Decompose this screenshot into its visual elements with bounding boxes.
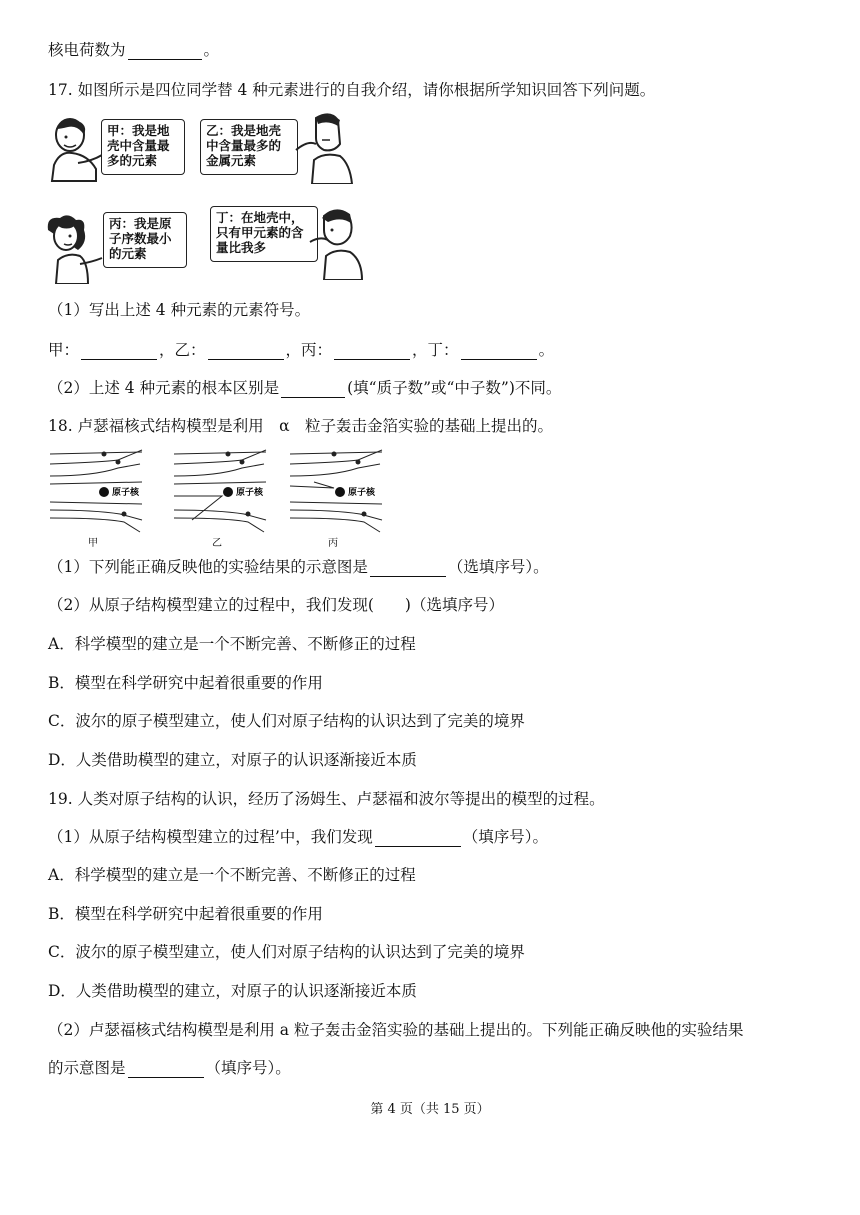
answer-blank-ding[interactable] bbox=[461, 343, 537, 360]
figure-yi bbox=[174, 450, 266, 549]
option-C: C．波尔的原子模型建立，使人们对原子结构的认识达到了完美的境界 bbox=[48, 712, 525, 730]
label-yi: ，乙： bbox=[159, 341, 206, 359]
answer-blank[interactable] bbox=[128, 1061, 204, 1078]
option-A: A．科学模型的建立是一个不断完善、不断修正的过程 bbox=[48, 866, 416, 884]
label-jia: 甲： bbox=[48, 341, 80, 359]
option-A: A．科学模型的建立是一个不断完善、不断修正的过程 bbox=[48, 635, 416, 653]
man-figure-yi bbox=[294, 110, 354, 184]
alpha-scattering-figures bbox=[44, 446, 384, 550]
question-18-2: （2）从原子结构模型建立的过程中，我们发现( )（选填序号） bbox=[48, 596, 504, 614]
speech-bubble-ding: 丁：在地壳中，只有甲元素的含量比我多 bbox=[210, 206, 318, 262]
text: 。 bbox=[203, 41, 220, 59]
figure-label-bing: 丙 bbox=[328, 538, 338, 549]
label-ding: ，丁： bbox=[412, 341, 459, 359]
text: 核电荷数为 bbox=[48, 41, 126, 59]
question-19-2: （2）卢瑟福核式结构模型是利用 a 粒子轰击金箔实验的基础上提出的。下列能正确反映他的实验结果 bbox=[48, 1021, 744, 1039]
text: 的示意图是 bbox=[48, 1059, 126, 1077]
text-line bbox=[48, 40, 219, 60]
text: （1）从原子结构模型建立的过程’中，我们发现 bbox=[48, 828, 373, 846]
question-17: 17. 如图所示是四位同学替 4 种元素进行的自我介绍，请你根据所学知识回答下列问题。 bbox=[48, 81, 656, 99]
text: （选填序号）。 bbox=[447, 558, 549, 576]
option-C: C．波尔的原子模型建立，使人们对原子结构的认识达到了完美的境界 bbox=[48, 943, 525, 961]
figure-label-yi: 乙 bbox=[212, 538, 222, 549]
speech-bubble-bing: 丙：我是原子序数最小的元素 bbox=[103, 212, 187, 268]
text: （填序号）。 bbox=[462, 828, 549, 846]
answer-blank-yi[interactable] bbox=[208, 343, 284, 360]
option-D: D．人类借助模型的建立，对原子的认识逐渐接近本质 bbox=[48, 751, 417, 769]
question-19-1 bbox=[48, 827, 548, 847]
answer-blank[interactable] bbox=[370, 560, 446, 577]
answer-blank-jia[interactable] bbox=[81, 343, 157, 360]
figure-label-jia: 甲 bbox=[88, 538, 98, 549]
speech-bubble-yi: 乙：我是地壳中含量最多的金属元素 bbox=[200, 119, 298, 175]
text: （填序号）。 bbox=[205, 1059, 291, 1077]
nucleus-label: 原子核 bbox=[236, 488, 264, 498]
question-19: 19. 人类对原子结构的认识，经历了汤姆生、卢瑟福和波尔等提出的模型的过程。 bbox=[48, 790, 605, 808]
page-footer: 第 4 页（共 15 页） bbox=[370, 1102, 490, 1117]
option-D: D．人类借助模型的建立，对原子的认识逐渐接近本质 bbox=[48, 982, 417, 1000]
boy-figure-ding bbox=[308, 206, 366, 280]
speech-bubble-jia: 甲：我是地壳中含量最多的元素 bbox=[101, 119, 185, 175]
answer-blank-bing[interactable] bbox=[334, 343, 410, 360]
answer-blank[interactable] bbox=[281, 381, 345, 398]
girl-figure-bing bbox=[44, 212, 104, 284]
text: (填“质子数”或“中子数”)不同。 bbox=[347, 379, 562, 397]
boy-figure-jia bbox=[48, 115, 104, 183]
answer-blank[interactable] bbox=[128, 43, 202, 60]
option-B: B．模型在科学研究中起着很重要的作用 bbox=[48, 674, 323, 692]
text: 。 bbox=[538, 341, 555, 359]
label-bing: ，丙： bbox=[285, 341, 333, 359]
text: （2）上述 4 种元素的根本区别是 bbox=[48, 379, 280, 397]
question-17-1: （1）写出上述 4 种元素的元素符号。 bbox=[48, 301, 311, 319]
question-18: 18. 卢瑟福核式结构模型是利用 α 粒子轰击金箔实验的基础上提出的。 bbox=[48, 417, 554, 435]
text: （1）下列能正确反映他的实验结果的示意图是 bbox=[48, 558, 368, 576]
question-18-1 bbox=[48, 557, 549, 577]
question-17-1-answers bbox=[48, 340, 554, 360]
figure-jia bbox=[50, 450, 142, 549]
option-B: B．模型在科学研究中起着很重要的作用 bbox=[48, 905, 323, 923]
nucleus-label: 原子核 bbox=[112, 488, 140, 498]
nucleus-label: 原子核 bbox=[348, 488, 376, 498]
answer-blank[interactable] bbox=[375, 830, 461, 847]
figure-bing bbox=[290, 450, 382, 549]
question-17-2 bbox=[48, 378, 561, 398]
question-19-2-cont bbox=[48, 1058, 291, 1078]
